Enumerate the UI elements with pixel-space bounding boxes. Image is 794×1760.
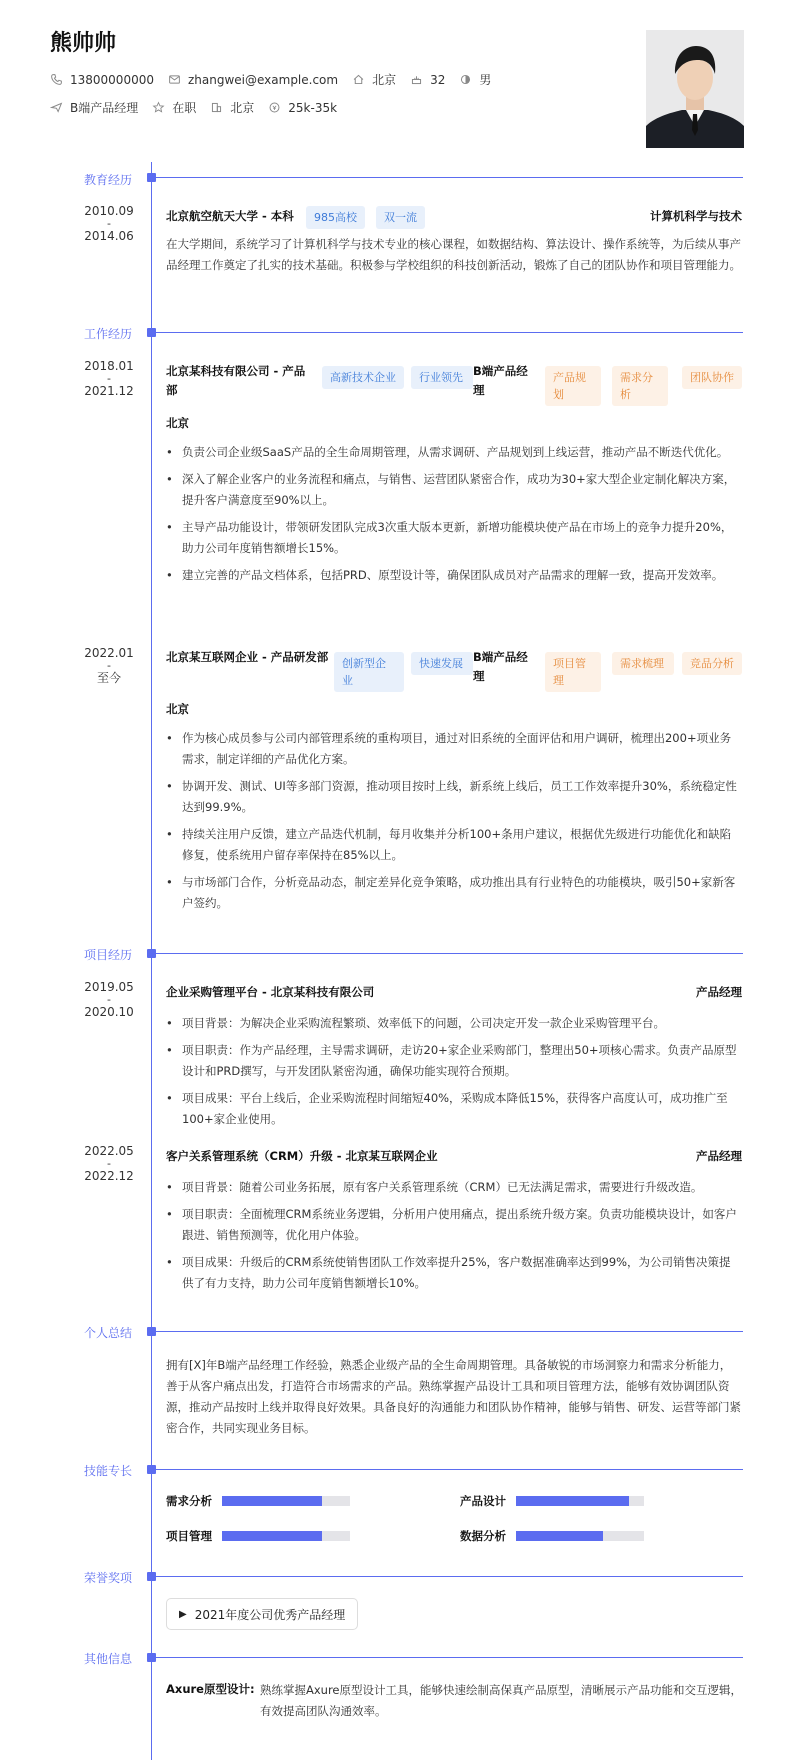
- section-divider: [151, 953, 743, 954]
- company-name: 北京某科技有限公司 - 产品部: [166, 364, 306, 397]
- age-text: 32: [430, 72, 446, 87]
- summary-text: 拥有[X]年B端产品经理工作经验，熟悉企业级产品的全生命周期管理。具备敏锐的市场洞察力和需求分析能力，善于从客户痛点出发，打造符合市场需求的产品。熟练掌握产品设计工具和项目管理方法，能够有效协调团队资源，推动产品按时上线并取得良好效果。具备良好的沟通能力和团队协作精神，能够与销售、研发、运营等部门紧密合作，共同实现业务目标。: [166, 1358, 741, 1435]
- skill-tag: 项目管理: [545, 652, 601, 692]
- list-item: • 与市场部门合作，分析竞品动态，制定差异化竞争策略，成功推出具有行业特色的功能模块，吸引50+家新客户签约。: [166, 872, 742, 914]
- date-separator: -: [107, 217, 111, 230]
- date-separator: -: [107, 659, 111, 672]
- start-date: 2010.09: [84, 204, 134, 218]
- start-date: 2022.05: [84, 1144, 134, 1158]
- job-role: B端产品经理: [473, 650, 528, 683]
- status-text: 在职: [172, 101, 197, 115]
- work-city: 北京: [166, 416, 189, 430]
- section-divider: [151, 1331, 743, 1332]
- list-item: • 项目职责：全面梳理CRM系统业务逻辑，分析用户使用痛点，提出系统升级方案。负责功能模块设计，如客户跟进、销售预测等，优化用户体验。: [166, 1204, 742, 1246]
- profile-photo: [646, 30, 744, 148]
- section-divider: [151, 177, 743, 178]
- phone-item: [50, 73, 154, 87]
- play-icon: ▶: [179, 1608, 187, 1620]
- skill-name: 需求分析: [166, 1494, 212, 1508]
- job-row: [50, 99, 351, 116]
- date-range: [84, 202, 134, 246]
- skill-name: 产品设计: [460, 1494, 506, 1508]
- section-title-projects: 项目经历: [84, 948, 133, 962]
- skill-bar-fill: [222, 1496, 322, 1506]
- skill-bar-fill: [222, 1531, 322, 1541]
- position-text: B端产品经理: [70, 101, 139, 115]
- list-item: • 持续关注用户反馈，建立产品迭代机制，每月收集并分析100+条用户建议，根据优先级进行功能优化和缺陷修复，使系统用户留存率保持在85%以上。: [166, 824, 742, 866]
- work-bullets: [166, 728, 742, 920]
- home-icon: [352, 73, 365, 86]
- company-tag: 创新型企业: [334, 652, 404, 692]
- section-title-education: 教育经历: [84, 173, 133, 187]
- end-date: 2022.12: [84, 1169, 134, 1183]
- email-item: [168, 73, 338, 87]
- gender-icon: [459, 73, 472, 86]
- section-divider: [151, 1469, 743, 1470]
- skill-name: 项目管理: [166, 1529, 212, 1543]
- start-date: 2022.01: [84, 646, 134, 660]
- skill-bar-fill: [516, 1531, 603, 1541]
- project-title: 客户关系管理系统（CRM）升级 - 北京某互联网企业: [166, 1149, 438, 1163]
- building-icon: [210, 101, 223, 114]
- skill-tag: 需求分析: [612, 366, 668, 406]
- status-item: [152, 99, 196, 116]
- skill-tag: 竞品分析: [682, 652, 742, 675]
- end-date: 2021.12: [84, 384, 134, 398]
- list-item: • 协调开发、测试、UI等多部门资源，推动项目按时上线，新系统上线后，员工工作效率提升30%，系统稳定性达到99.9%。: [166, 776, 742, 818]
- section-title-work: 工作经历: [84, 327, 133, 341]
- skill-bar: [222, 1496, 350, 1506]
- end-date: 2020.10: [84, 1005, 134, 1019]
- section-title-other: 其他信息: [84, 1652, 133, 1666]
- company-name: 北京某互联网企业 - 产品研发部: [166, 650, 329, 664]
- skill-bar-fill: [516, 1496, 629, 1506]
- award-text: 2021年度公司优秀产品经理: [194, 1607, 346, 1622]
- hometown-text: 北京: [372, 73, 397, 87]
- list-item: • 项目背景：为解决企业采购流程繁琐、效率低下的问题，公司决定开发一款企业采购管理平台。: [166, 1013, 742, 1034]
- start-date: 2019.05: [84, 980, 134, 994]
- contact-row: [50, 71, 505, 88]
- other-label: Axure原型设计:: [166, 1682, 255, 1696]
- work-city: 北京: [166, 702, 189, 716]
- project-bullets: [166, 1177, 742, 1300]
- date-separator: -: [107, 372, 111, 385]
- phone-icon: [50, 73, 63, 86]
- list-item: • 项目成果：平台上线后，企业采购流程时间缩短40%，采购成本降低15%，获得客户高度认可，成功推广至100+家企业使用。: [166, 1088, 742, 1130]
- send-icon: [50, 101, 63, 114]
- education-description: 在大学期间，系统学习了计算机科学与技术专业的核心课程，如数据结构、算法设计、操作系统等，为后续从事产品经理工作奠定了扎实的技术基础。积极参与学校组织的科技创新活动，锻炼了自己的团队协作和项目管理能力。: [166, 237, 741, 272]
- school-tag: 985高校: [306, 206, 365, 229]
- section-title-awards: 荣誉奖项: [84, 1571, 133, 1585]
- date-range: [84, 644, 134, 688]
- skill-name: 数据分析: [460, 1529, 506, 1543]
- company-tag: 高新技术企业: [322, 366, 404, 389]
- end-date: 2014.06: [84, 229, 134, 243]
- date-range: [84, 1142, 134, 1186]
- phone-text: 13800000000: [70, 72, 154, 87]
- position-item: [50, 99, 138, 116]
- section-title-summary: 个人总结: [84, 1326, 133, 1340]
- mail-icon: [168, 73, 181, 86]
- company-tag: 快速发展: [411, 652, 473, 675]
- list-item: • 项目背景：随着公司业务拓展，原有客户关系管理系统（CRM）已无法满足需求，需要进行升级改造。: [166, 1177, 742, 1198]
- project-title: 企业采购管理平台 - 北京某科技有限公司: [166, 985, 375, 999]
- list-item: • 项目成果：升级后的CRM系统使销售团队工作效率提升25%，客户数据准确率达到99%，为公司销售决策提供了有力支持，助力公司年度销售额增长10%。: [166, 1252, 742, 1294]
- date-separator: -: [107, 1157, 111, 1170]
- timeline-axis: [151, 162, 152, 1760]
- list-item: • 深入了解企业客户的业务流程和痛点，与销售、运营团队紧密合作，成功为30+家大型企业定制化解决方案，提升客户满意度至90%以上。: [166, 469, 742, 511]
- email-text: zhangwei@example.com: [187, 72, 339, 87]
- skill-bar: [516, 1496, 644, 1506]
- skill-tag: 产品规划: [545, 366, 601, 406]
- end-date: 至今: [96, 671, 121, 685]
- city-item: [210, 99, 254, 116]
- date-range: [84, 978, 134, 1022]
- date-range: [84, 357, 134, 401]
- skill-tag: 团队协作: [682, 366, 742, 389]
- school-tag: 双一流: [376, 206, 425, 229]
- cake-icon: [410, 73, 423, 86]
- start-date: 2018.01: [84, 359, 134, 373]
- section-divider: [151, 332, 743, 333]
- project-bullets: [166, 1013, 742, 1136]
- hometown-item: [352, 71, 396, 88]
- list-item: • 作为核心成员参与公司内部管理系统的重构项目，通过对旧系统的全面评估和用户调研，梳理出200+项业务需求，制定详细的产品优化方案。: [166, 728, 742, 770]
- list-item: • 主导产品功能设计，带领研发团队完成3次重大版本更新，新增功能模块使产品在市场上的竞争力提升20%，助力公司年度销售额增长15%。: [166, 517, 742, 559]
- list-item: • 项目职责：作为产品经理，主导需求调研，走访20+家企业采购部门，整理出50+项核心需求。负责产品原型设计和PRD撰写，与开发团队紧密沟通，确保功能实现符合预期。: [166, 1040, 742, 1082]
- project-role: 产品经理: [696, 1149, 742, 1163]
- skill-bar: [222, 1531, 350, 1541]
- company-tag: 行业领先: [411, 366, 473, 389]
- major: 计算机科学与技术: [650, 209, 742, 223]
- school-name: 北京航空航天大学 - 本科: [166, 209, 294, 223]
- salary-item: [268, 101, 337, 115]
- skill-tag: 需求梳理: [612, 652, 674, 675]
- salary-text: 25k-35k: [288, 100, 338, 115]
- skill-bar: [516, 1531, 644, 1541]
- list-item: • 建立完善的产品文档体系，包括PRD、原型设计等，确保团队成员对产品需求的理解一致，提高开发效率。: [166, 565, 742, 586]
- section-divider: [151, 1657, 743, 1658]
- list-item: • 负责公司企业级SaaS产品的全生命周期管理，从需求调研、产品规划到上线运营，推动产品不断迭代优化。: [166, 442, 742, 463]
- gender-text: 男: [479, 73, 492, 87]
- money-icon: [268, 101, 281, 114]
- job-role: B端产品经理: [473, 364, 528, 397]
- award-item[interactable]: [166, 1598, 358, 1630]
- project-role: 产品经理: [696, 985, 742, 999]
- candidate-name: 熊帅帅: [50, 31, 117, 56]
- age-item: [410, 73, 445, 87]
- section-divider: [151, 1576, 743, 1577]
- section-title-skills: 技能专长: [84, 1464, 133, 1478]
- gender-item: [459, 71, 491, 88]
- work-bullets: [166, 442, 742, 592]
- date-separator: -: [107, 993, 111, 1006]
- star-icon: [152, 101, 165, 114]
- city-text: 北京: [230, 101, 255, 115]
- other-text: 熟练掌握Axure原型设计工具，能够快速绘制高保真产品原型，清晰展示产品功能和交互逻辑，有效提高团队沟通效率。: [260, 1683, 743, 1718]
